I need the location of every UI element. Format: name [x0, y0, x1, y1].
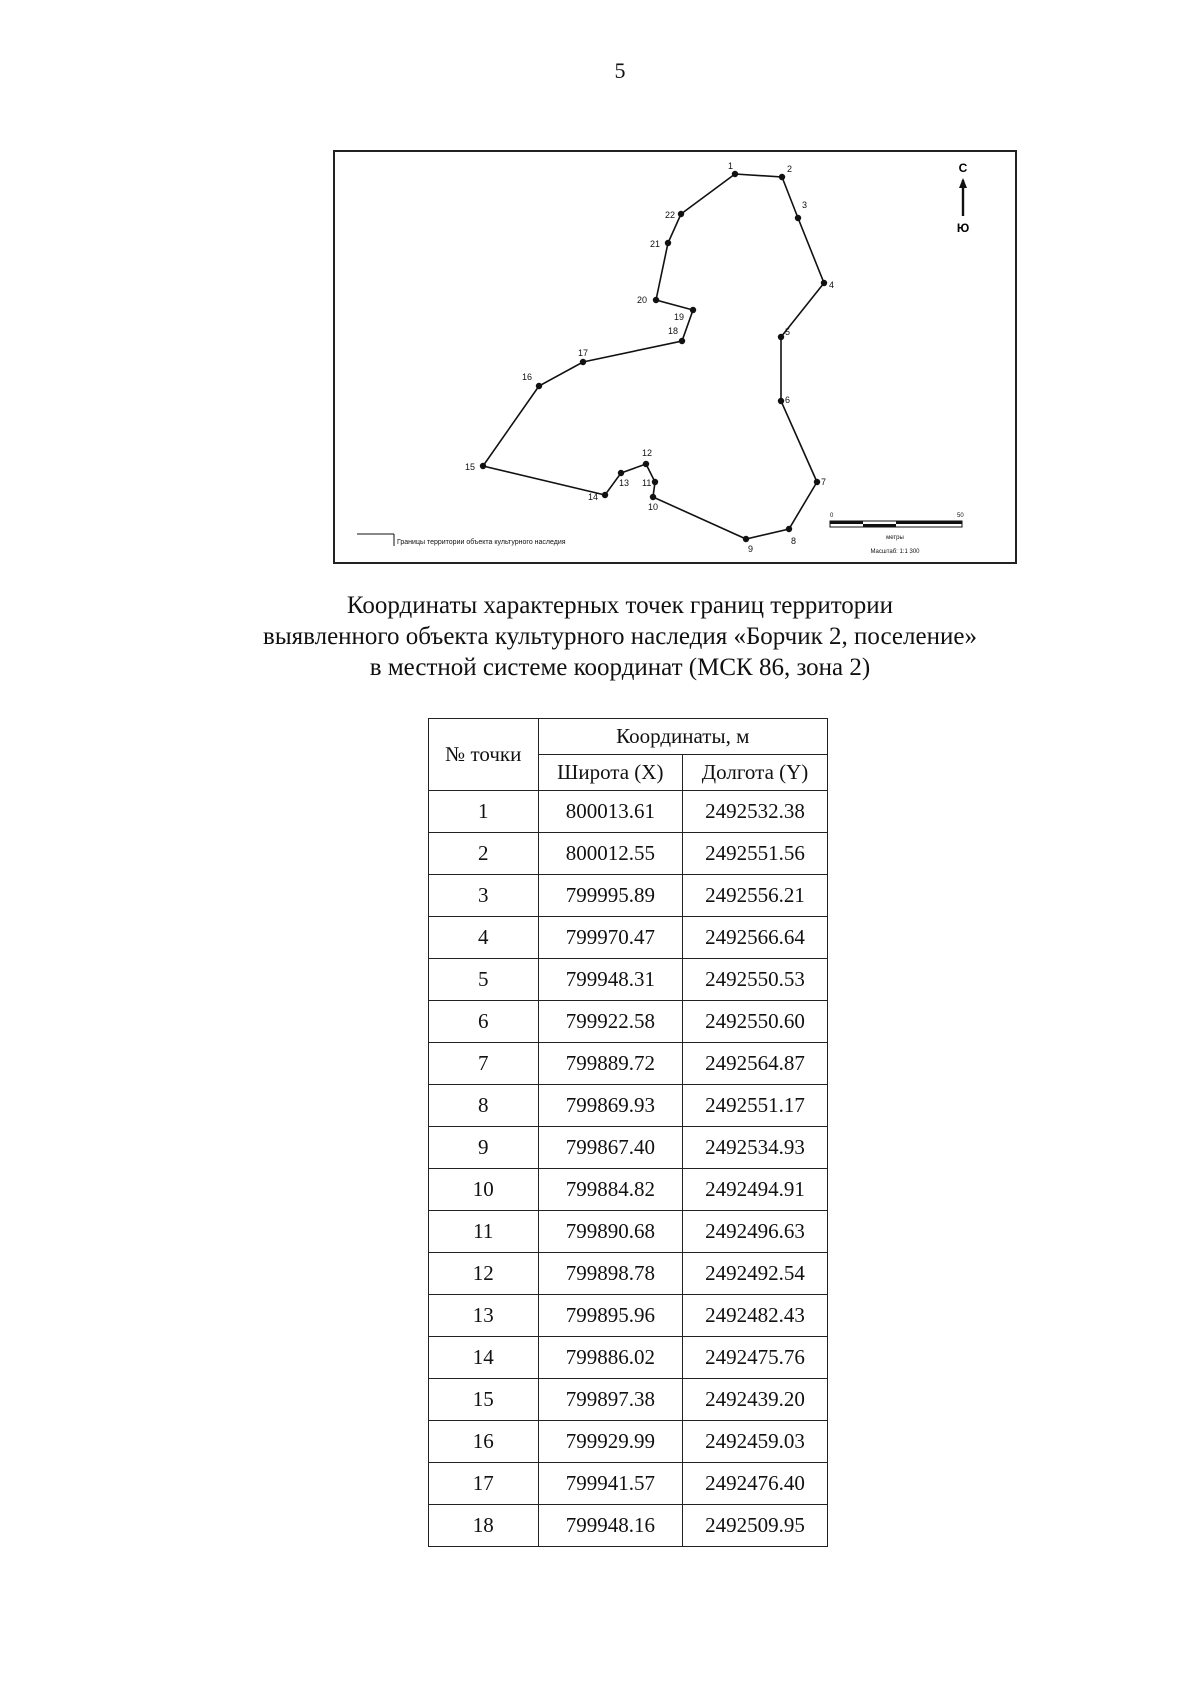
point-label-6: 6	[785, 395, 791, 405]
coord-y: 2492551.56	[683, 833, 828, 875]
caption-line-2: выявленного объекта культурного наследия «Борчик 2, поселение»	[263, 623, 977, 650]
point-label-8: 8	[791, 536, 797, 546]
boundary-points	[480, 171, 827, 542]
point-label-10: 10	[648, 502, 659, 512]
point-number: 5	[429, 959, 539, 1001]
point-8	[786, 526, 792, 532]
point-label-18: 18	[668, 326, 679, 336]
south-label: Ю	[956, 221, 970, 235]
caption-line-3: в местной системе координат (МСК 86, зона 2)	[369, 654, 871, 681]
point-label-7: 7	[821, 477, 827, 487]
coord-x: 799898.78	[538, 1253, 683, 1295]
point-1	[732, 171, 738, 177]
point-number: 11	[429, 1211, 539, 1253]
point-7	[814, 479, 820, 485]
table-row	[429, 1085, 828, 1127]
coord-x: 799941.57	[538, 1463, 683, 1505]
point-label-22: 22	[665, 210, 676, 220]
point-label-2: 2	[787, 164, 793, 174]
point-number: 7	[429, 1043, 539, 1085]
header-longitude-y: Долгота (Y)	[683, 755, 828, 791]
point-13	[618, 470, 624, 476]
table-row	[429, 959, 828, 1001]
scale-unit: метры	[886, 535, 904, 541]
coord-y: 2492492.54	[683, 1253, 828, 1295]
table-caption	[0, 590, 1200, 683]
point-label-15: 15	[465, 462, 476, 472]
coord-y: 2492550.60	[683, 1001, 828, 1043]
point-6	[778, 398, 784, 404]
coord-y: 2492566.64	[683, 917, 828, 959]
table-row	[429, 1211, 828, 1253]
point-9	[743, 536, 749, 542]
coord-y: 2492532.38	[683, 791, 828, 833]
coord-x: 799948.31	[538, 959, 683, 1001]
point-label-9: 9	[748, 544, 754, 554]
coord-x: 799922.58	[538, 1001, 683, 1043]
caption-line-1: Координаты характерных точек границ территории	[346, 592, 894, 619]
header-point-number: № точки	[429, 719, 539, 791]
table-row	[429, 1001, 828, 1043]
coord-x: 799886.02	[538, 1337, 683, 1379]
point-number: 12	[429, 1253, 539, 1295]
point-number: 13	[429, 1295, 539, 1337]
point-number: 1	[429, 791, 539, 833]
coord-x: 799869.93	[538, 1085, 683, 1127]
coordinates-table	[428, 718, 828, 1547]
coord-y: 2492496.63	[683, 1211, 828, 1253]
point-label-14: 14	[588, 492, 599, 502]
point-22	[678, 211, 684, 217]
point-label-4: 4	[829, 280, 835, 290]
table-row	[429, 791, 828, 833]
coord-y: 2492475.76	[683, 1337, 828, 1379]
point-10	[650, 494, 656, 500]
page-number: 5	[614, 58, 626, 83]
coord-x: 799895.96	[538, 1295, 683, 1337]
coord-x: 799929.99	[538, 1421, 683, 1463]
point-label-1: 1	[728, 161, 734, 171]
coord-y: 2492550.53	[683, 959, 828, 1001]
table-row	[429, 875, 828, 917]
table-row	[429, 1127, 828, 1169]
boundary-map	[333, 150, 1017, 564]
coord-y: 2492564.87	[683, 1043, 828, 1085]
point-2	[779, 174, 785, 180]
point-labels	[465, 161, 834, 554]
point-number: 2	[429, 833, 539, 875]
point-3	[795, 215, 801, 221]
legend-label: Границы территории объекта культурного наследия	[397, 539, 566, 546]
table-row	[429, 1253, 828, 1295]
point-16	[536, 383, 542, 389]
coord-x: 799897.38	[538, 1379, 683, 1421]
header-coordinates: Координаты, м	[538, 719, 827, 755]
point-17	[580, 359, 586, 365]
map-legend	[357, 534, 566, 546]
table-row	[429, 1421, 828, 1463]
coord-y: 2492439.20	[683, 1379, 828, 1421]
point-label-13: 13	[619, 478, 630, 488]
point-5	[778, 334, 784, 340]
boundary-map-drawing	[335, 152, 1015, 562]
point-number: 15	[429, 1379, 539, 1421]
coordinates-table-body	[429, 791, 828, 1547]
point-21	[665, 240, 671, 246]
point-label-20: 20	[637, 295, 648, 305]
point-label-21: 21	[650, 239, 661, 249]
coord-x: 800012.55	[538, 833, 683, 875]
north-label: С	[958, 161, 968, 175]
coord-x: 799970.47	[538, 917, 683, 959]
point-number: 3	[429, 875, 539, 917]
coord-x: 799867.40	[538, 1127, 683, 1169]
point-label-3: 3	[802, 200, 808, 210]
point-label-12: 12	[642, 448, 653, 458]
point-number: 4	[429, 917, 539, 959]
table-row	[429, 1337, 828, 1379]
point-12	[643, 461, 649, 467]
point-18	[679, 338, 685, 344]
point-label-17: 17	[578, 348, 589, 358]
scale-start: 0	[830, 513, 834, 519]
coord-y: 2492476.40	[683, 1463, 828, 1505]
coord-y: 2492482.43	[683, 1295, 828, 1337]
point-number: 16	[429, 1421, 539, 1463]
coord-y: 2492459.03	[683, 1421, 828, 1463]
coord-x: 799948.16	[538, 1505, 683, 1547]
point-15	[480, 463, 486, 469]
coord-y: 2492509.95	[683, 1505, 828, 1547]
point-label-19: 19	[674, 312, 685, 322]
point-label-16: 16	[522, 372, 533, 382]
table-row	[429, 833, 828, 875]
point-14	[602, 492, 608, 498]
coord-x: 799890.68	[538, 1211, 683, 1253]
table-row	[429, 1169, 828, 1211]
table-row	[429, 1463, 828, 1505]
coord-y: 2492534.93	[683, 1127, 828, 1169]
scale-label: Масштаб: 1:1 300	[870, 549, 920, 555]
table-row	[429, 1379, 828, 1421]
coord-x: 800013.61	[538, 791, 683, 833]
coord-x: 799995.89	[538, 875, 683, 917]
point-19	[690, 307, 696, 313]
point-number: 10	[429, 1169, 539, 1211]
scale-end: 50	[957, 513, 964, 519]
scale-bar	[830, 513, 964, 555]
table-row	[429, 917, 828, 959]
header-latitude-x: Широта (X)	[538, 755, 683, 791]
point-20	[653, 297, 659, 303]
point-number: 8	[429, 1085, 539, 1127]
coord-x: 799889.72	[538, 1043, 683, 1085]
point-11	[652, 479, 658, 485]
table-row	[429, 1505, 828, 1547]
point-number: 9	[429, 1127, 539, 1169]
point-label-11: 11	[642, 478, 652, 488]
coord-y: 2492556.21	[683, 875, 828, 917]
point-4	[821, 280, 827, 286]
coord-x: 799884.82	[538, 1169, 683, 1211]
table-row	[429, 1043, 828, 1085]
table-row	[429, 1295, 828, 1337]
coord-y: 2492494.91	[683, 1169, 828, 1211]
north-arrow	[957, 161, 969, 235]
point-number: 6	[429, 1001, 539, 1043]
coord-y: 2492551.17	[683, 1085, 828, 1127]
point-label-5: 5	[785, 327, 791, 337]
point-number: 18	[429, 1505, 539, 1547]
point-number: 14	[429, 1337, 539, 1379]
point-number: 17	[429, 1463, 539, 1505]
